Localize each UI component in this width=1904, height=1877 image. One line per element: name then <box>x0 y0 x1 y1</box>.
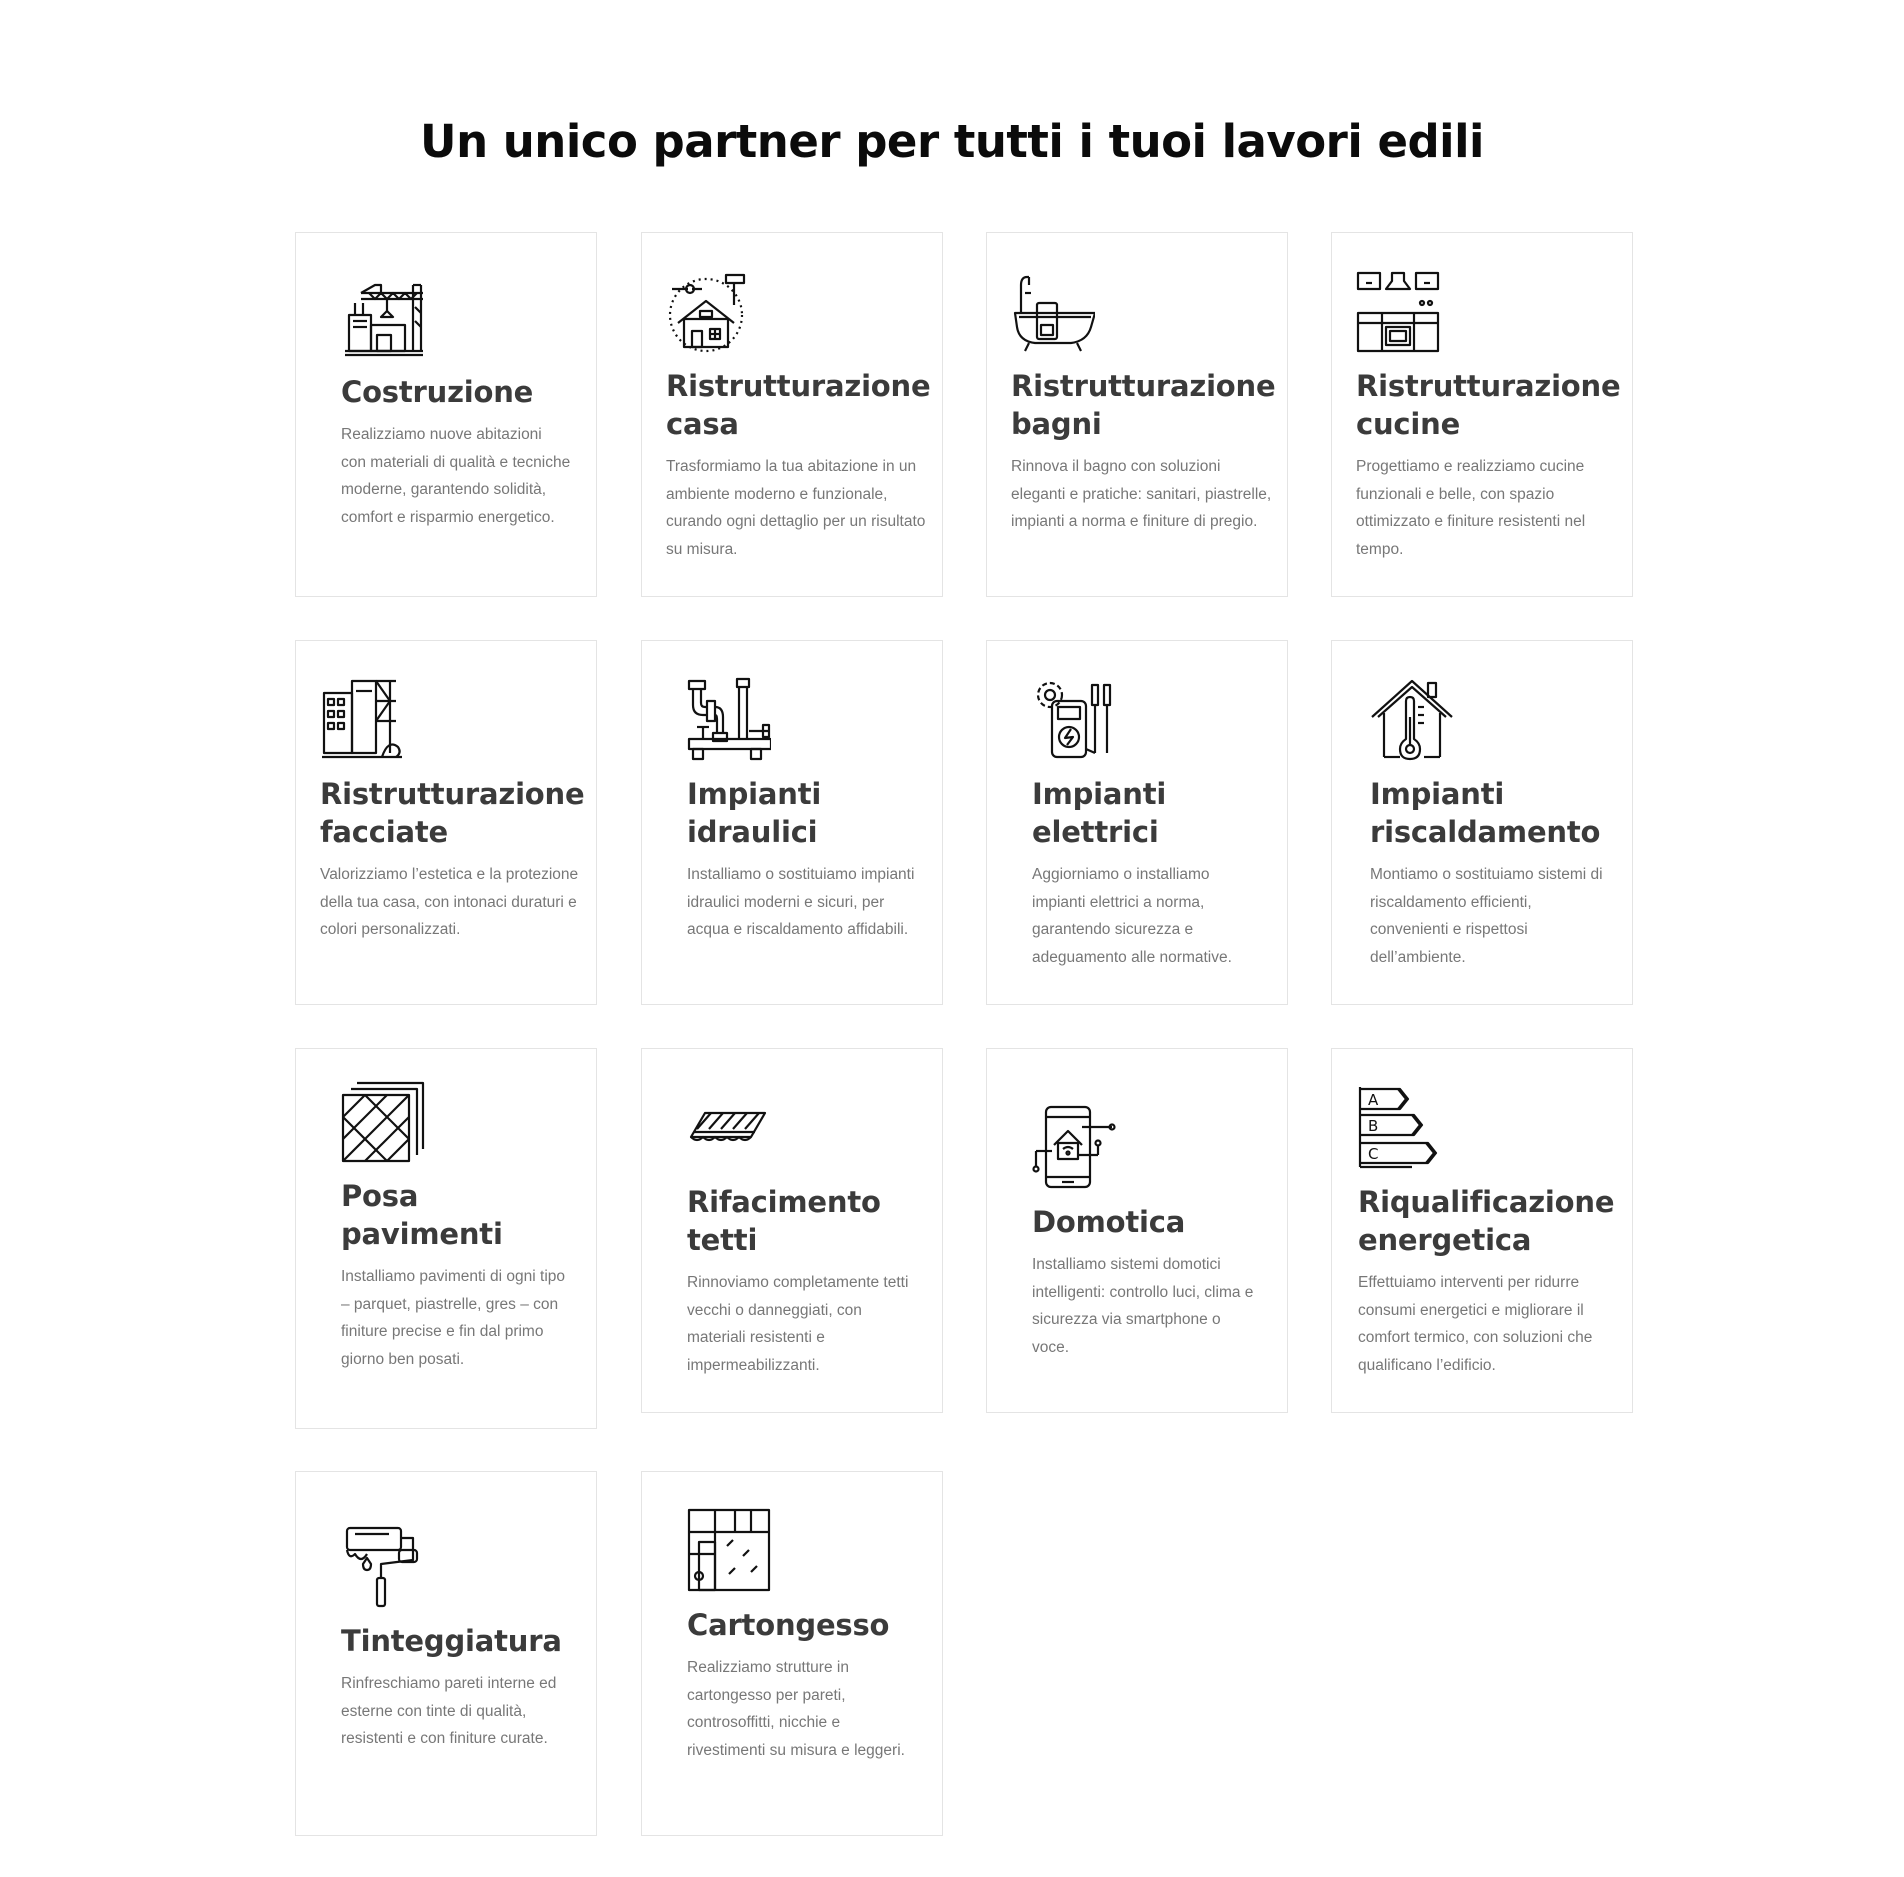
pipes-icon <box>687 677 771 761</box>
service-title: Riqualificazione energetica <box>1358 1185 1615 1257</box>
service-title: Cartongesso <box>687 1608 890 1642</box>
service-title: Costruzione <box>341 375 534 409</box>
kitchen-icon <box>1356 269 1440 353</box>
crane-construction-icon <box>341 275 425 359</box>
service-card-ristrutturazione-casa[interactable] <box>641 232 943 597</box>
section-title: Un unico partner per tutti i tuoi lavori edili <box>420 115 1484 168</box>
service-description: Valorizziamo l’estetica e la protezione della tua casa, con intonaci duraturi e colori personalizzati. <box>320 866 579 938</box>
service-card-rifacimento-tetti[interactable] <box>641 1048 943 1413</box>
service-card-impianti-elettrici[interactable] <box>986 640 1288 1005</box>
service-title: Domotica <box>1032 1205 1186 1239</box>
service-description: Aggiorniamo o installiamo impianti elettrici a norma, garantendo sicurezza e adeguamento alle normative. <box>1032 866 1232 966</box>
service-description: Trasformiamo la tua abitazione in un ambiente moderno e funzionale, curando ogni dettaglio per un risultato su misura. <box>666 458 926 558</box>
service-card-tinteggiatura[interactable] <box>295 1471 597 1836</box>
paint-roller-icon <box>341 1524 425 1608</box>
energy-class-icon <box>1358 1085 1442 1169</box>
parquet-floor-icon <box>341 1079 425 1163</box>
facade-scaffolding-icon <box>320 677 404 761</box>
service-card-ristrutturazione-facciate[interactable] <box>295 640 597 1005</box>
bathtub-icon <box>1011 269 1095 353</box>
service-card-ristrutturazione-cucine[interactable] <box>1331 232 1633 597</box>
service-description: Installiamo sistemi domotici intelligenti: controllo luci, clima e sicurezza via smartphone o voce. <box>1032 1256 1254 1356</box>
service-card-riqualificazione-energetica[interactable] <box>1331 1048 1633 1413</box>
service-description: Progettiamo e realizziamo cucine funzionali e belle, con spazio ottimizzato e finiture resistenti nel tempo. <box>1356 458 1586 558</box>
service-card-cartongesso[interactable] <box>641 1471 943 1836</box>
service-description: Installiamo pavimenti di ogni tipo – parquet, piastrelle, gres – con finiture precise e fin dal primo giorno ben posati. <box>341 1268 566 1368</box>
multimeter-icon <box>1032 677 1116 761</box>
drywall-icon <box>687 1508 771 1592</box>
service-title: Ristrutturazione cucine <box>1356 369 1621 441</box>
service-description: Effettuiamo interventi per ridurre consumi energetici e migliorare il comfort termico, con soluzioni che qualificano l’edificio. <box>1358 1274 1593 1374</box>
service-card-impianti-idraulici[interactable] <box>641 640 943 1005</box>
smart-home-phone-icon <box>1032 1105 1116 1189</box>
service-title: Tinteggiatura <box>341 1624 562 1658</box>
service-description: Rinfreschiamo pareti interne ed esterne con tinte di qualità, resistenti e con finiture curate. <box>341 1675 557 1747</box>
service-card-ristrutturazione-bagni[interactable] <box>986 232 1288 597</box>
service-title: Ristrutturazione bagni <box>1011 369 1276 441</box>
energy-label-a: A <box>1368 1091 1379 1109</box>
service-description: Rinnova il bagno con soluzioni eleganti e pratiche: sanitari, piastrelle, impianti a norma e finiture di pregio. <box>1011 458 1272 530</box>
house-thermometer-icon <box>1370 677 1454 761</box>
service-card-impianti-riscaldamento[interactable] <box>1331 640 1633 1005</box>
service-title: Impianti elettrici <box>1032 777 1167 849</box>
service-title: Rifacimento tetti <box>687 1185 881 1257</box>
service-description: Realizziamo strutture in cartongesso per pareti, controsoffitti, nicchie e rivestimenti su misura e leggeri. <box>687 1659 905 1759</box>
service-description: Montiamo o sostituiamo sistemi di riscaldamento efficienti, convenienti e rispettosi dell’ambiente. <box>1370 866 1603 966</box>
service-description: Installiamo o sostituiamo impianti idraulici moderni e sicuri, per acqua e riscaldamento affidabili. <box>687 866 915 938</box>
service-title: Posa pavimenti <box>341 1179 503 1251</box>
energy-label-c: C <box>1368 1145 1379 1163</box>
house-renovation-icon <box>666 269 750 353</box>
service-title: Impianti riscaldamento <box>1370 777 1601 849</box>
service-title: Impianti idraulici <box>687 777 822 849</box>
service-title: Ristrutturazione casa <box>666 369 931 441</box>
service-title: Ristrutturazione facciate <box>320 777 585 849</box>
roof-tiles-icon <box>687 1085 771 1169</box>
service-description: Rinnoviamo completamente tetti vecchi o danneggiati, con materiali resistenti e impermeabilizzanti. <box>687 1274 909 1374</box>
service-card-domotica[interactable] <box>986 1048 1288 1413</box>
service-description: Realizziamo nuove abitazioni con materiali di qualità e tecniche moderne, garantendo solidità, comfort e risparmio energetico. <box>341 426 571 526</box>
service-card-posa-pavimenti[interactable] <box>295 1048 597 1429</box>
service-card-costruzione[interactable] <box>295 232 597 597</box>
energy-label-b: B <box>1368 1117 1379 1135</box>
